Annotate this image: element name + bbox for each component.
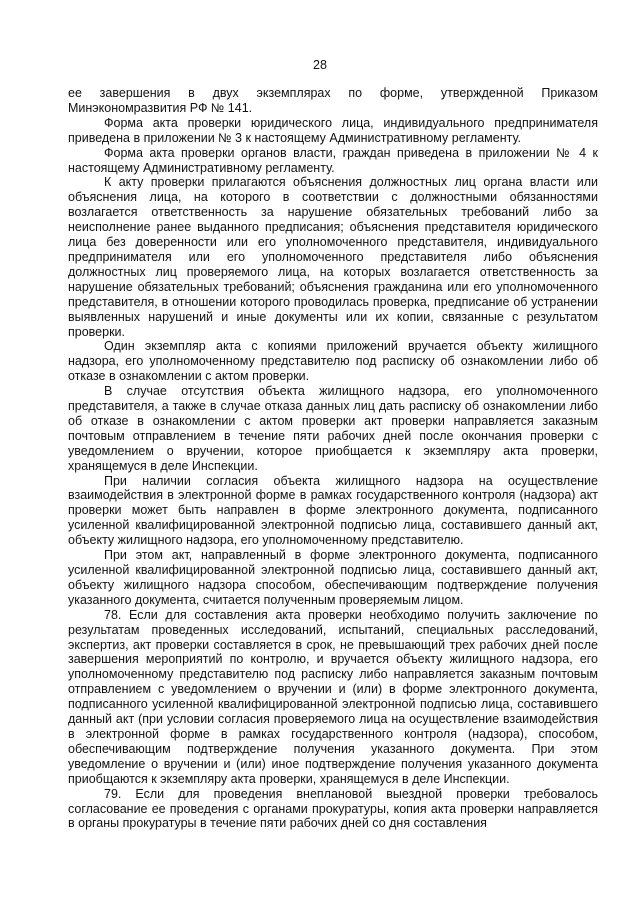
paragraph-3: Форма акта проверки органов власти, граждан приведена в приложении № 4 к настоящему Административному регламенту. [68,145,598,175]
paragraph-1: ее завершения в двух экземплярах по форме, утвержденной Приказом Минэкономразвития РФ № 141. [68,86,598,115]
paragraph-5: Один экземпляр акта с копиями приложений вручается объекту жилищного надзора, его уполномоченному представителю под расписку об ознакомлении либо об отказе в ознакомлении с актом проверки. [68,339,598,384]
paragraph-2: Форма акта проверки юридического лица, индивидуального предпринимателя приведена в приложении № 3 к настоящему Административному регламенту. [68,115,598,145]
paragraph-10: 79. Если для проведения внеплановой выездной проверки требовалось согласование ее проведения с органами прокуратуры, копия акта проверки направляется в органы прокуратуры в течение пяти рабочих дней со дня составления [68,786,598,831]
paragraph-9: 78. Если для составления акта проверки необходимо получить заключение по результатам проведенных исследований, испытаний, специальных расследований, экспертиз, акт проверки составляется в срок, не превышающий трех рабочих дней после завершения мероприятий по контролю, и вручается объекту жилищного надзора, его уполномоченному представителю под расписку либо направляется заказным почтовым отправлением с уведомлением о вручении и (или) в форме электронного документа, подписанного усиленной квалифицированной электронной подписью лица, составившего данный акт (при условии согласия проверяемого лица на осуществление взаимодействия в электронной форме в рамках государственного контроля (надзора), способом, обеспечивающим подтверждение получения указанного документа. При этом уведомление о вручении и (или) иное подтверждение получения указанного документа приобщаются к экземпляру акта проверки, хранящемуся в деле Инспекции. [68,607,598,786]
paragraph-7: При наличии согласия объекта жилищного надзора на осуществление взаимодействия в электронной форме в рамках государственного контроля (надзора) акт проверки может быть направлен в форме электронного документа, подписанного усиленной квалифицированной электронной подписью лица, составившего данный акт, объекту жилищного надзора, его уполномоченному представителю. [68,473,598,548]
page-number: 28 [313,58,327,72]
paragraph-8: При этом акт, направленный в форме электронного документа, подписанного усиленной квалифицированной электронной подписью лица, составившего данный акт, объекту жилищного надзора способом, обеспечивающим подтверждение получения указанного документа, считается полученным проверяемым лицом. [68,548,598,607]
paragraph-6: В случае отсутствия объекта жилищного надзора, его уполномоченного представителя, а также в случае отказа данных лиц дать расписку об ознакомлении либо об отказе в ознакомлении с актом проверки акт проверки направляется заказным почтовым отправлением в течение пяти рабочих дней после окончания проверки с уведомлением о вручении, которое приобщается к экземпляру акта проверки, хранящемуся в деле Инспекции. [68,384,598,473]
document-body [68,86,598,831]
paragraph-4: К акту проверки прилагаются объяснения должностных лиц органа власти или объяснения лица, на которого в соответствии с должностными обязанностями возлагается ответственность за нарушение обязательных требований либо за неисполнение ранее выданного предписания; объяснения представителя юридического лица без доверенности или его уполномоченного представителя, индивидуального предпринимателя или его уполномоченного представителя либо объяснения должностных лиц проверяемого лица, на которых возлагается ответственность за нарушение обязательных требований; объяснения гражданина или его уполномоченного представителя, в отношении которого проводилась проверка, предписание об устранении выявленных нарушений и иные документы или их копии, связанные с результатом проверки. [68,175,598,339]
